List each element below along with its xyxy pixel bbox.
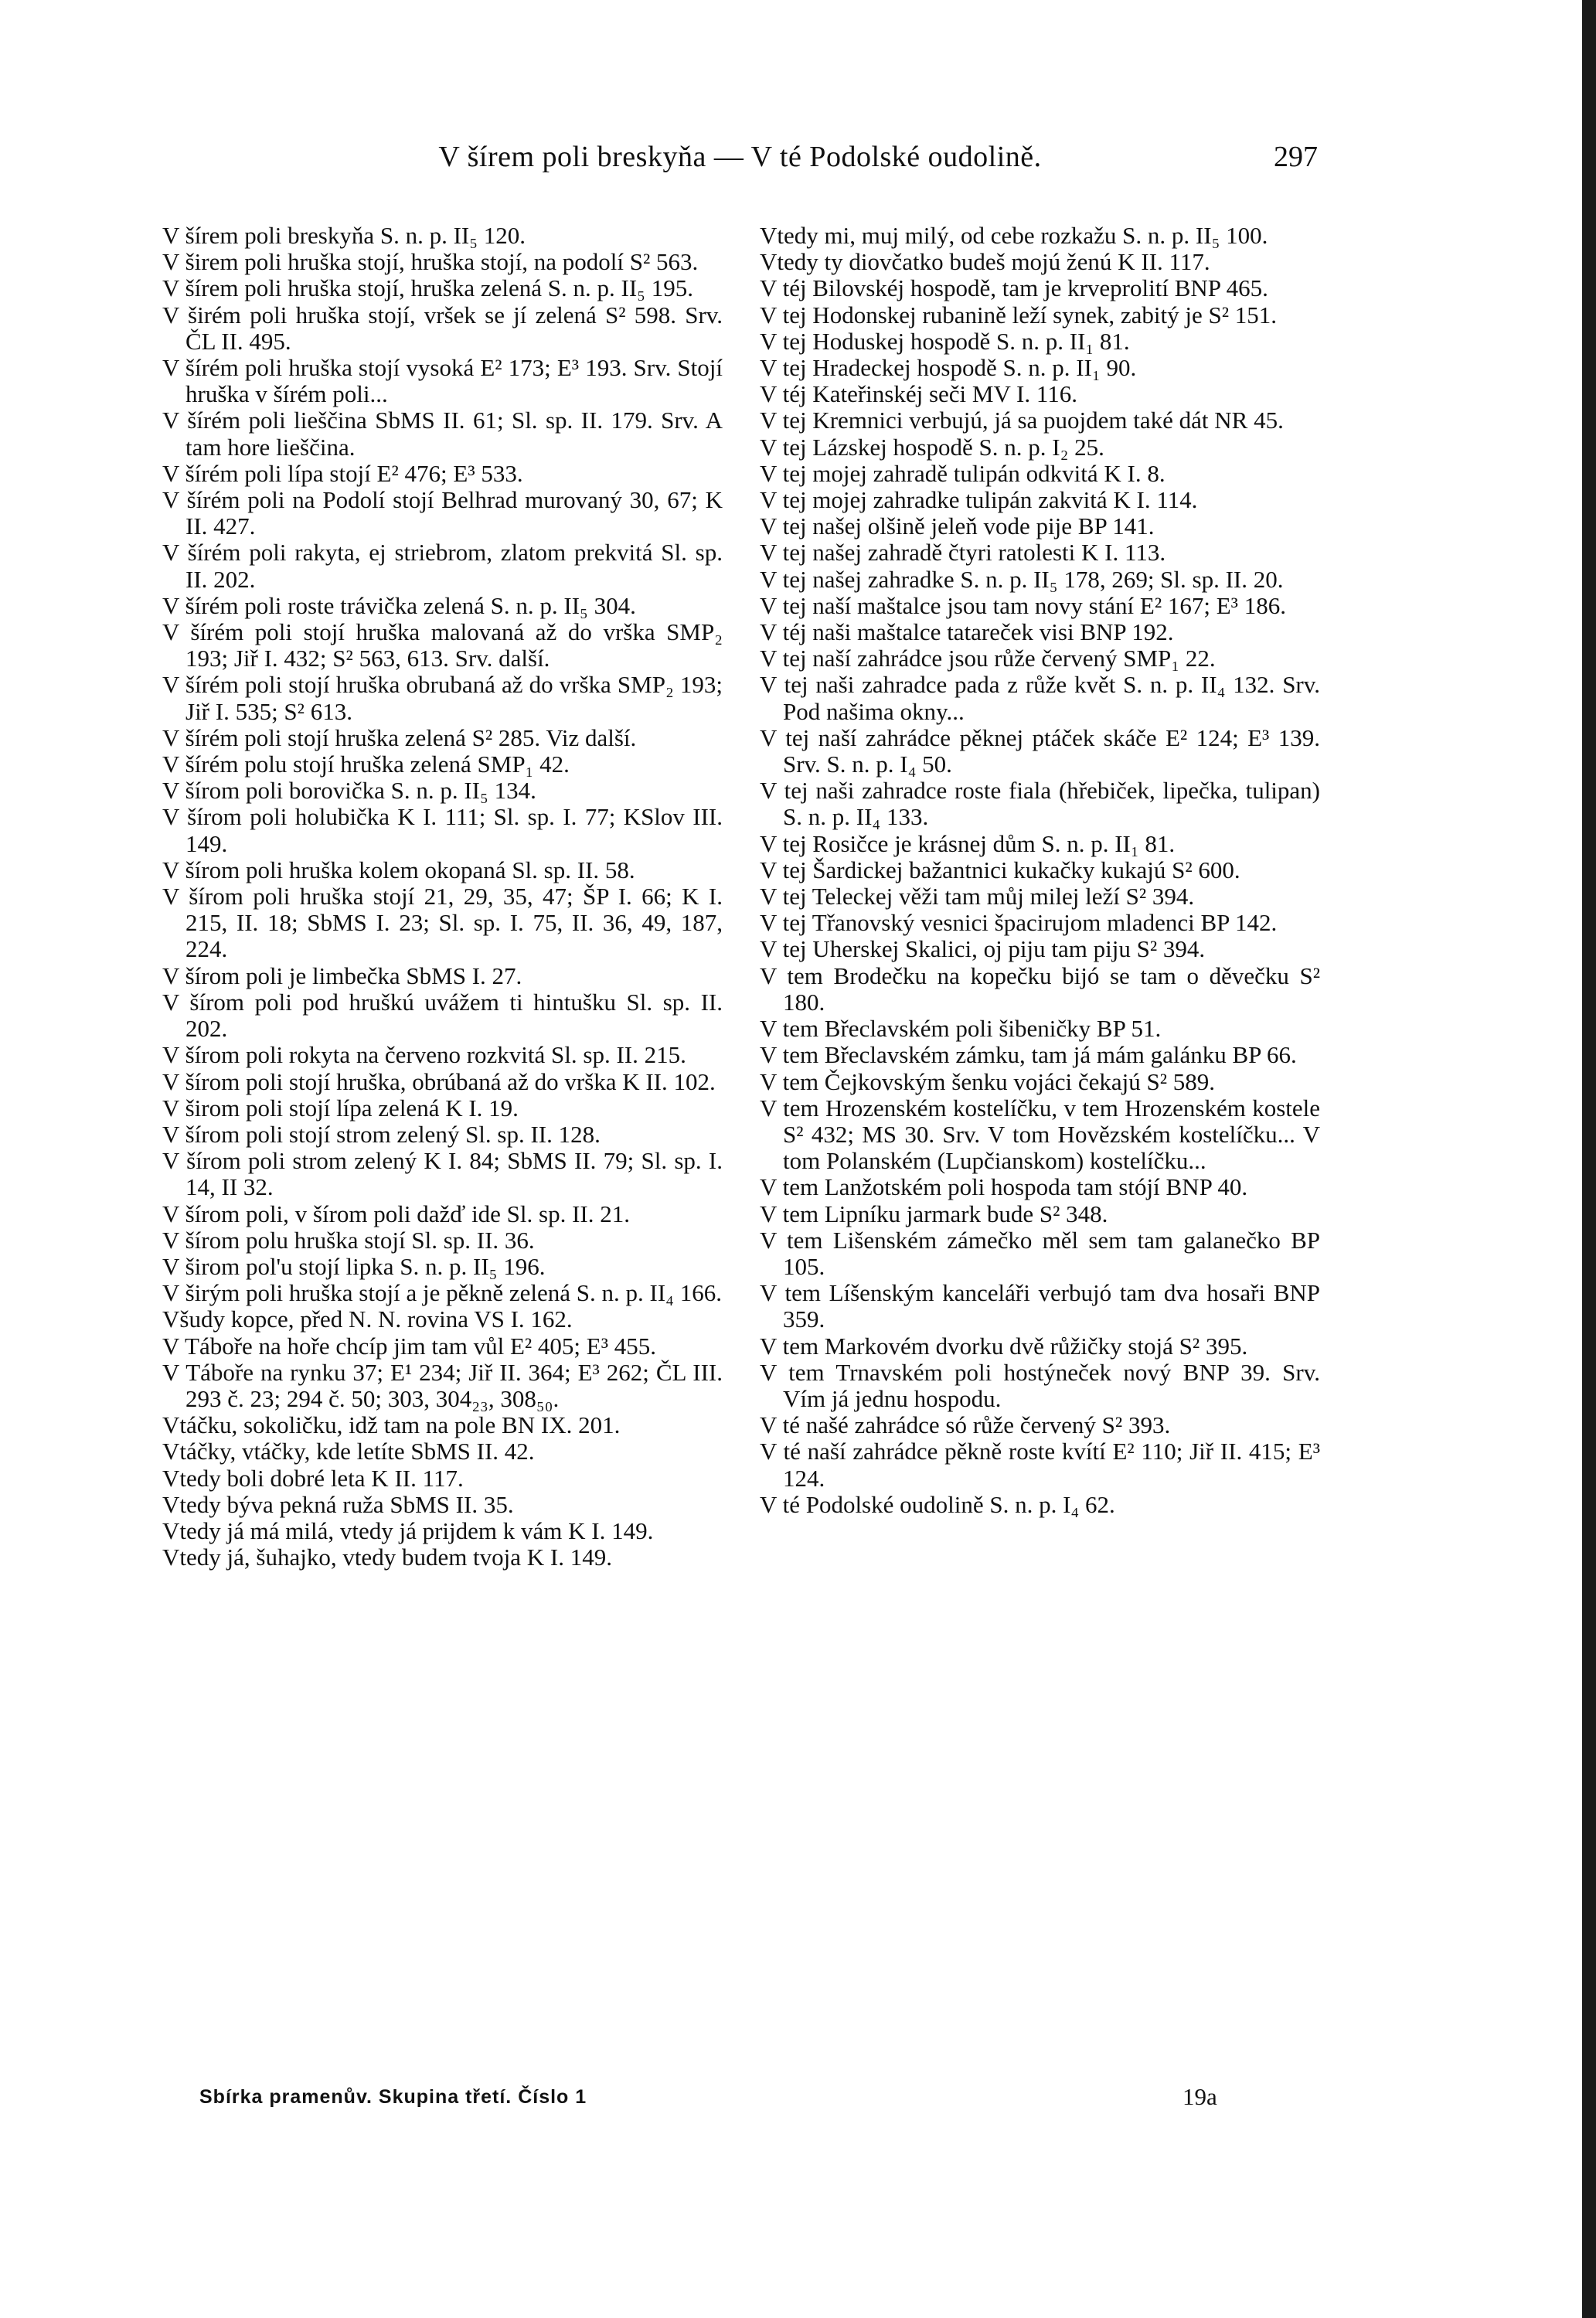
index-entry: V šírém poli hruška stojí vysoká E² 173; E³ 193. Srv. Stojí hruška v šírém poli... — [162, 354, 723, 408]
index-entry: V téj Bilovskéj hospodě, tam je krveprolití BNP 465. — [760, 274, 1268, 302]
index-entry: Vtedy ty diovčatko budeš mojú ženú K II. 117. — [760, 248, 1210, 276]
index-entry: V širém poli hruška stojí, vršek se jí zelená S² 598. Srv. ČL II. 495. — [162, 301, 723, 355]
index-entry: Vtedy mi, muj milý, od cebe rozkažu S. n. p. II₅ 100. — [760, 222, 1268, 249]
index-entry: V širým poli hruška stojí a je pěkně zelená S. n. p. II₄ 166. — [162, 1279, 722, 1307]
index-entry: V šírem poli breskyňa S. n. p. II₅ 120. — [162, 222, 526, 249]
right-column — [760, 223, 1320, 1518]
index-entry: V šírom poli holubička K I. 111; Sl. sp. I. 77; KSlov III. 149. — [162, 803, 723, 857]
index-entry: V šírém poli lieščina SbMS II. 61; Sl. sp. II. 179. Srv. A tam hore lieščina. — [162, 407, 723, 461]
index-entry: V téj Kateřinskéj seči MV I. 116. — [760, 380, 1077, 408]
index-entry: V tej našej zahradě čtyri ratolesti K I. 113. — [760, 539, 1166, 567]
index-entry: V tej naši zahradce roste fiala (hřebiček, lipečka, tulipan) S. n. p. II₄ 133. — [760, 777, 1320, 831]
index-entry: V šírém poli stojí hruška zelená S² 285. Viz další. — [162, 723, 637, 751]
index-entry: V šírom poli rokyta na červeno rozkvitá Sl. sp. II. 215. — [162, 1041, 686, 1069]
index-entry: Vtedy já, šuhajko, vtedy budem tvoja K I. 149. — [162, 1544, 613, 1571]
index-entry: V tem Trnavském poli hostýneček nový BNP 39. Srv. Vím já jednu hospodu. — [760, 1358, 1320, 1412]
index-entry: V šírém poli na Podolí stojí Belhrad murovaný 30, 67; K II. 427. — [162, 486, 723, 540]
index-entry: V tem Hrozenském kostelíčku, v tem Hrozenském kostele S² 432; MS 30. Srv. V tom Hovězském kostelíčku... V tom Polanském (Lupčianskom) kostelíčku... — [760, 1094, 1320, 1175]
index-entry: V tej naší maštalce jsou tam novy stání E² 167; E³ 186. — [760, 591, 1286, 619]
index-entry: V tem Brodečku na kopečku bijó se tam o děvečku S² 180. — [760, 962, 1320, 1016]
index-entry: V tej Uherskej Skalici, oj piju tam piju S² 394. — [760, 935, 1206, 963]
index-entry: V šírom poli je limbečka SbMS I. 27. — [162, 962, 522, 989]
index-entry: V tej Hodonskej rubanině leží synek, zabitý je S² 151. — [760, 301, 1278, 328]
index-entry: V šírom poli hruška kolem okopaná Sl. sp. II. 58. — [162, 856, 635, 883]
index-entry: V šírom poli pod hruškú uvážem ti hintušku Sl. sp. II. 202. — [162, 988, 723, 1043]
index-entry: V tem Břeclavském poli šibeničky BP 51. — [760, 1015, 1162, 1043]
index-entry: V tej Teleckej věži tam můj milej leží S² 394. — [760, 883, 1195, 911]
index-entry: V tej Kremnici verbujú, já sa puojdem také dát NR 45. — [760, 407, 1284, 434]
index-entry: Vtedy boli dobré leta K II. 117. — [162, 1464, 464, 1492]
index-entry: V tej Šardickej bažantnici kukačky kukajú S² 600. — [760, 856, 1240, 883]
index-entry: V tej naší zahrádce pěknej ptáček skáče E² 124; E³ 139. Srv. S. n. p. I₄ 50. — [760, 723, 1320, 778]
index-entry: V tem Lipníku jarmark bude S² 348. — [760, 1200, 1108, 1227]
index-entry: V tem Lišenském zámečko měl sem tam galanečko BP 105. — [760, 1226, 1320, 1280]
index-entry: V šírom poli hruška stojí 21, 29, 35, 47; ŠP I. 66; K I. 215, II. 18; SbMS I. 23; Sl. sp. I. 75, II. 36, 49, 187, 224. — [162, 883, 723, 963]
index-entry: V šírém poli stojí hruška malovaná až do vrška SMP₂ 193; Jiř I. 432; S² 563, 613. Srv. další. — [162, 618, 723, 672]
index-entry: V tej mojej zahradke tulipán zakvitá K I. 114. — [760, 486, 1198, 514]
index-entry: V tej našej olšině jeleň vode pije BP 141. — [760, 512, 1155, 540]
index-entry: Všudy kopce, před N. N. rovina VS I. 162. — [162, 1305, 573, 1333]
index-entry: Vtáčku, sokoličku, idž tam na pole BN IX. 201. — [162, 1411, 621, 1439]
index-entry: V tem Břeclavském zámku, tam já mám galánku BP 66. — [760, 1041, 1297, 1069]
index-entry: V té naší zahrádce pěkně roste kvítí E² 110; Jiř II. 415; E³ 124. — [760, 1438, 1320, 1492]
index-entry: V šírom poli stojí hruška, obrúbaná až do vrška K II. 102. — [162, 1067, 716, 1095]
index-entry: V Táboře na hoře chcíp jim tam vůl E² 405; E³ 455. — [162, 1332, 657, 1360]
index-entry: V šírém poli lípa stojí E² 476; E³ 533. — [162, 459, 523, 487]
index-entry: V šírém poli roste trávička zelená S. n. p. II₅ 304. — [162, 591, 636, 619]
index-entry: V té Podolské oudolině S. n. p. I₄ 62. — [760, 1490, 1115, 1518]
index-entry: V širom pol'u stojí lipka S. n. p. II₅ 196. — [162, 1252, 546, 1280]
index-entry: V tem Markovém dvorku dvě růžičky stojá S² 395. — [760, 1332, 1248, 1360]
index-entry: V šírom poli strom zelený K I. 84; SbMS II. 79; Sl. sp. I. 14, II 32. — [162, 1147, 723, 1201]
index-entry: V tej našej zahradke S. n. p. II₅ 178, 269; Sl. sp. II. 20. — [760, 565, 1284, 593]
running-title: V šírem poli breskyňa — V té Podolské oudolině. — [438, 141, 1042, 173]
index-entry: V šírom poli borovička S. n. p. II₅ 134. — [162, 777, 536, 805]
index-entry: V té našé zahrádce só růže červený S² 393. — [760, 1411, 1171, 1439]
index-entry: V tej mojej zahradě tulipán odkvitá K I. 8. — [760, 459, 1166, 487]
index-entry: V šírom polu hruška stojí Sl. sp. II. 36. — [162, 1226, 535, 1254]
index-entry: V širom poli stojí lípa zelená K I. 19. — [162, 1094, 519, 1122]
index-entry: V tej Hoduskej hospodě S. n. p. II₁ 81. — [760, 327, 1130, 355]
index-entry: V tej Lázskej hospodě S. n. p. I₂ 25. — [760, 433, 1104, 461]
index-entry: V tem Líšenským kanceláři verbujó tam dva hosaři BNP 359. — [760, 1279, 1320, 1333]
index-entry: V tej naší zahrádce jsou růže červený SMP₁ 22. — [760, 645, 1216, 672]
signature-mark: 19a — [1183, 2083, 1217, 2110]
index-entry: V šírém poli stojí hruška obrubaná až do vrška SMP₂ 193; Jiř I. 535; S² 613. — [162, 671, 723, 725]
left-column — [162, 223, 723, 1571]
scan-page-edge — [1582, 0, 1596, 2318]
index-entry: Vtedy já má milá, vtedy já prijdem k vám K I. 149. — [162, 1516, 654, 1544]
index-entry: V téj naši maštalce tatareček visi BNP 192. — [760, 618, 1174, 646]
index-entry: V šírom poli stojí strom zelený Sl. sp. II. 128. — [162, 1120, 601, 1148]
index-entry: V Táboře na rynku 37; E¹ 234; Jiř II. 364; E³ 262; ČL III. 293 č. 23; 294 č. 50; 303, 304₂₃, 308₅₀. — [162, 1358, 723, 1412]
index-entry: V tej Hradeckej hospodě S. n. p. II₁ 90. — [760, 354, 1137, 382]
index-entry: V šírém polu stojí hruška zelená SMP₁ 42. — [162, 751, 570, 778]
index-entry: V tem Čejkovským šenku vojáci čekajú S² 589. — [760, 1067, 1216, 1095]
index-entry: V tej Rosičce je krásnej dům S. n. p. II₁ 81. — [760, 829, 1176, 857]
index-entry: V tej Třanovský vesnici špacirujom mladenci BP 142. — [760, 909, 1278, 937]
index-entry: Vtáčky, vtáčky, kde letíte SbMS II. 42. — [162, 1438, 535, 1465]
index-entry: Vtedy býva pekná ruža SbMS II. 35. — [162, 1490, 514, 1518]
series-footer: Sbírka pramenův. Skupina třetí. Číslo 1 — [199, 2086, 587, 2108]
index-entry: V šírém poli rakyta, ej striebrom, zlatom prekvitá Sl. sp. II. 202. — [162, 539, 723, 593]
index-entry: V šírem poli hruška stojí, hruška zelená S. n. p. II₅ 195. — [162, 274, 693, 302]
index-entry: V tej naši zahradce pada z růže květ S. n. p. II₄ 132. Srv. Pod našima okny... — [760, 671, 1320, 725]
index-entry: V širem poli hruška stojí, hruška stojí, na podolí S² 563. — [162, 248, 699, 276]
page-number: 297 — [1274, 141, 1318, 173]
index-entry: V tem Lanžotském poli hospoda tam stójí BNP 40. — [760, 1173, 1248, 1201]
index-entry: V šírom poli, v šírom poli dažď ide Sl. sp. II. 21. — [162, 1200, 630, 1227]
running-header — [162, 138, 1318, 176]
